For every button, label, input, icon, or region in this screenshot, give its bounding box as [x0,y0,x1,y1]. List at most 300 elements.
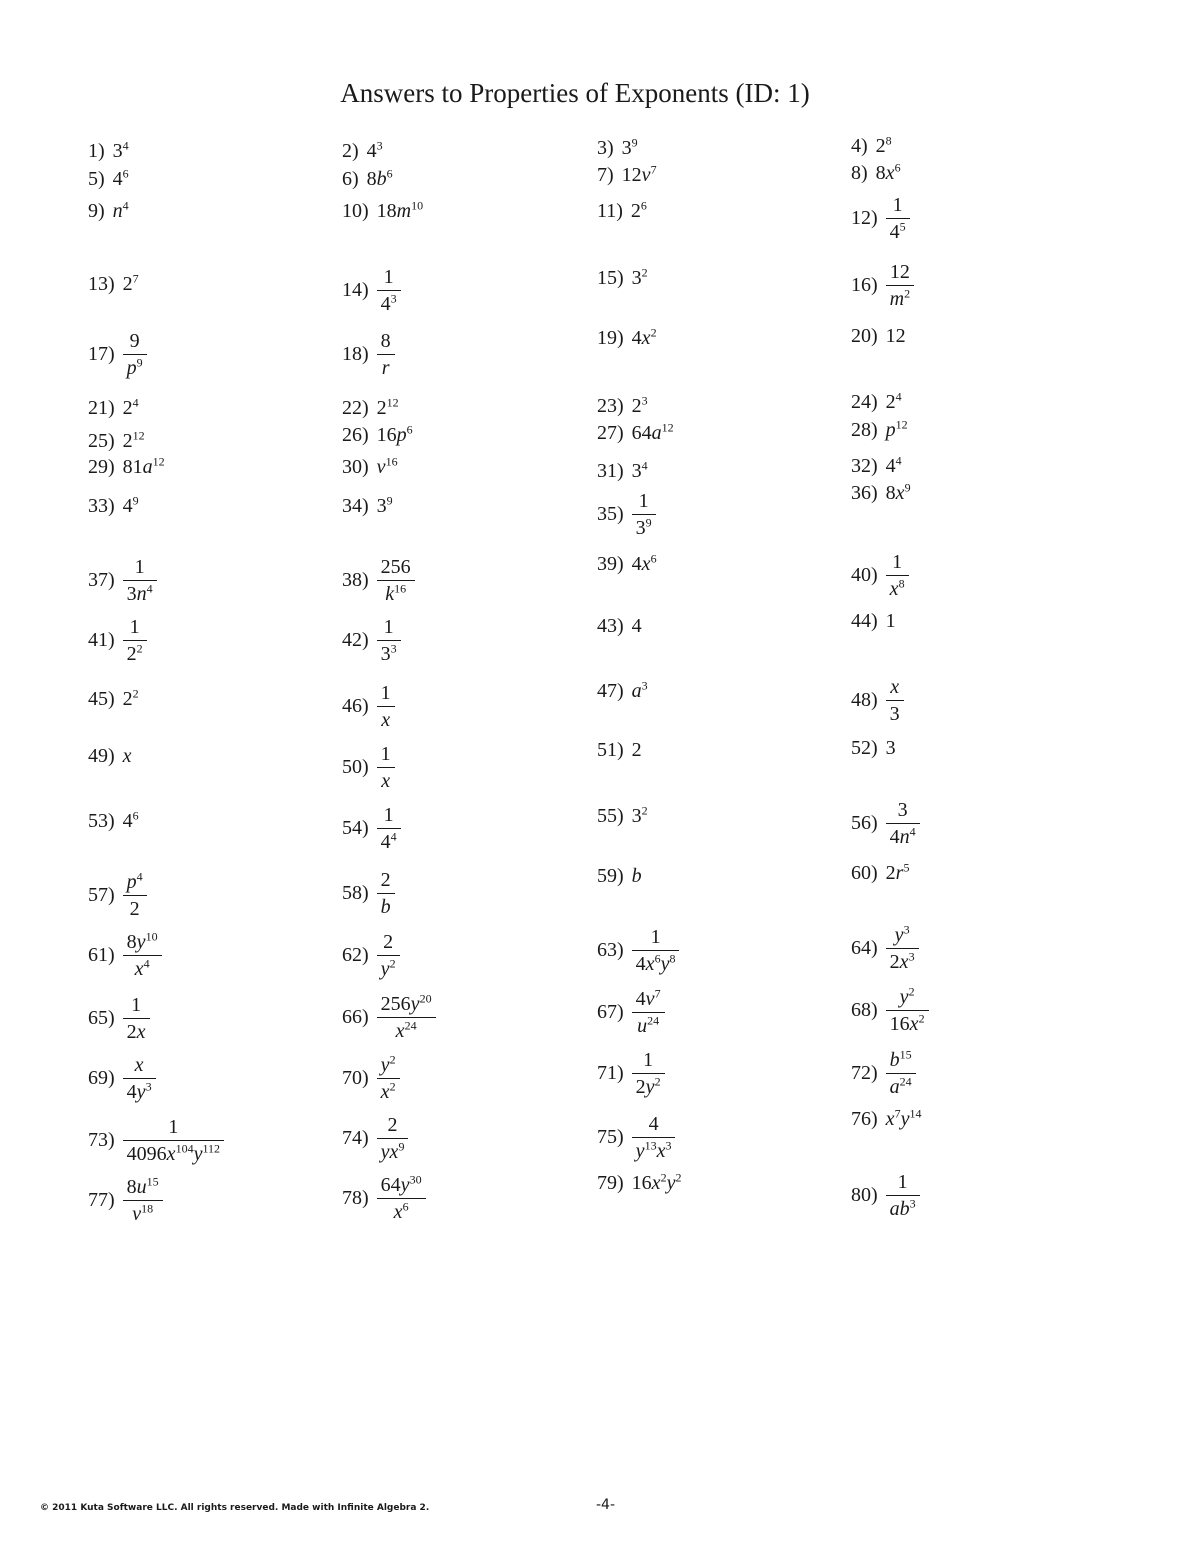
answer-number: 57) [88,884,115,906]
answer-fraction [886,1171,920,1220]
answer-40 [851,551,909,600]
answer-number: 50) [342,756,369,778]
answer-63 [597,926,679,975]
fraction-numerator: $y^3$ [886,924,919,949]
answer-fraction [632,490,656,539]
answer-36 [851,482,911,503]
answer-number: 59) [597,864,624,887]
answer-number: 70) [342,1067,369,1089]
answer-75 [597,1113,675,1162]
answer-72 [851,1046,916,1098]
answer-expression: $a^3$ [631,678,648,702]
fraction-numerator: 1 [377,804,401,829]
answer-68 [851,983,929,1035]
answer-fraction [886,551,909,600]
fraction-numerator: $256y^{20}$ [377,993,436,1018]
answer-fraction [886,983,929,1035]
fraction-denominator: $2^2$ [126,640,143,665]
copyright-footer: © 2011 Kuta Software LLC. All rights reserved. Made with Infinite Algebra 2. [40,1503,430,1513]
fraction-denominator: $3^3$ [380,640,397,665]
answer-78 [342,1171,426,1223]
answer-number: 65) [88,1007,115,1029]
fraction-denominator: $ab^3$ [889,1195,916,1220]
answer-13 [88,273,139,294]
answer-number: 69) [88,1067,115,1089]
fraction-denominator: $yx^9$ [380,1138,405,1163]
fraction-denominator: $m^2$ [889,285,911,310]
answer-number: 18) [342,343,369,365]
answer-41 [88,616,147,665]
answer-21 [88,397,139,418]
answer-expression: $2^2$ [122,686,139,710]
answer-fraction [632,1113,676,1162]
fraction-denominator: 3 [889,702,900,725]
answer-number: 8) [851,161,868,184]
fraction-numerator: $8u^{15}$ [123,1176,163,1201]
fraction-denominator: x [381,769,391,792]
answer-12 [851,194,910,243]
answer-fraction [123,556,157,605]
fraction-denominator: $4x^6y^8$ [635,950,676,975]
answer-27 [597,422,674,443]
answer-number: 76) [851,1107,878,1130]
answer-7 [597,164,657,185]
answer-fraction [377,682,395,731]
answer-fraction [886,194,910,243]
answer-expression: $4^6$ [122,808,139,832]
answer-17 [88,330,147,379]
answer-number: 60) [851,861,878,884]
answer-55 [597,805,648,826]
fraction-numerator: 1 [886,551,909,576]
answer-fraction [886,799,920,848]
answer-34 [342,495,393,516]
answer-number: 53) [88,809,115,832]
fraction-denominator: $p^9$ [126,354,143,379]
answer-number: 55) [597,804,624,827]
answer-10 [342,200,423,221]
fraction-denominator: $v^{18}$ [132,1200,154,1225]
answer-48 [851,676,904,725]
fraction-denominator: $u^{24}$ [637,1012,660,1037]
answer-62 [342,931,400,980]
fraction-numerator: 4 [632,1113,676,1138]
answer-expression: $v^{16}$ [376,454,398,478]
answer-number: 9) [88,199,105,222]
answer-32 [851,455,902,476]
answer-fraction [377,869,395,918]
answer-fraction [377,1114,409,1163]
answer-expression: 12 [885,324,906,347]
fraction-denominator: $4^4$ [380,828,397,853]
answer-29 [88,456,165,477]
answer-6 [342,168,393,189]
answer-70 [342,1051,400,1103]
fraction-denominator: $2y^2$ [635,1073,661,1098]
answer-51 [597,739,642,760]
fraction-numerator: $64y^{30}$ [377,1174,426,1199]
fraction-numerator: 1 [632,926,680,951]
fraction-numerator: $8y^{10}$ [123,931,162,956]
answer-8 [851,162,901,183]
answer-number: 52) [851,736,878,759]
fraction-numerator: 8 [377,330,395,355]
answer-number: 23) [597,394,624,417]
answer-expression: $4^4$ [885,453,902,477]
answer-fraction [632,1049,665,1098]
answer-number: 44) [851,609,878,632]
answer-fraction [632,926,680,975]
answer-fraction [377,804,401,853]
answer-fraction [377,1051,400,1103]
answer-expression: $4x^2$ [631,325,657,349]
answer-number: 20) [851,324,878,347]
answer-number: 71) [597,1062,624,1084]
answer-number: 49) [88,744,115,767]
answer-number: 63) [597,939,624,961]
answer-fraction [377,1171,426,1223]
answer-number: 77) [88,1189,115,1211]
answer-49 [88,745,132,766]
answer-number: 72) [851,1062,878,1084]
answer-fraction [886,1046,916,1098]
fraction-numerator: $4v^7$ [632,988,665,1013]
fraction-numerator: 2 [377,1114,409,1139]
answer-number: 48) [851,689,878,711]
answer-39 [597,553,657,574]
answer-number: 36) [851,481,878,504]
answer-26 [342,424,413,445]
answer-77 [88,1173,163,1225]
answer-number: 27) [597,421,624,444]
answer-2 [342,140,383,161]
answer-number: 56) [851,812,878,834]
fraction-denominator: x [381,708,391,731]
answer-expression: $2^4$ [122,395,139,419]
fraction-denominator: $4y^3$ [126,1078,152,1103]
answer-expression: $2^8$ [875,133,892,157]
fraction-numerator: $y^2$ [886,986,929,1011]
fraction-numerator: $y^2$ [377,1054,400,1079]
fraction-numerator: 9 [123,330,147,355]
answer-14 [342,266,401,315]
answer-number: 61) [88,944,115,966]
fraction-denominator: $3n^4$ [126,580,153,605]
answer-number: 21) [88,396,115,419]
page-title: Answers to Properties of Exponents (ID: 1) [340,78,810,108]
answer-fraction [377,266,401,315]
answer-expression: 2 [631,738,642,761]
answer-number: 1) [88,139,105,162]
answer-number: 68) [851,999,878,1021]
answer-79 [597,1172,681,1193]
answer-number: 29) [88,455,115,478]
answer-38 [342,556,415,605]
answer-57 [88,868,147,920]
answer-number: 11) [597,199,623,222]
answer-fraction [123,616,147,665]
answer-number: 12) [851,207,878,229]
answer-number: 35) [597,503,624,525]
answer-28 [851,419,908,440]
answer-number: 80) [851,1184,878,1206]
fraction-denominator: $4096x^{104}y^{112}$ [126,1140,221,1165]
answer-45 [88,688,139,709]
answer-69 [88,1054,156,1103]
answer-number: 10) [342,199,369,222]
answer-number: 19) [597,326,624,349]
fraction-denominator: $16x^2$ [889,1010,925,1035]
fraction-numerator: 1 [377,266,401,291]
answer-number: 43) [597,614,624,637]
answer-expression: $2r^5$ [885,860,910,884]
answer-expression: $2^{12}$ [376,395,399,419]
fraction-numerator: 1 [123,994,150,1019]
answer-number: 30) [342,455,369,478]
answer-fraction [377,556,415,605]
fraction-denominator: $x^6$ [393,1198,409,1223]
answer-18 [342,330,395,379]
answer-number: 66) [342,1006,369,1028]
answer-fraction [377,743,395,792]
fraction-denominator: 2x [126,1020,146,1043]
fraction-numerator: 3 [886,799,920,824]
fraction-numerator: 1 [632,490,656,515]
answer-fraction [886,921,919,973]
fraction-denominator: 2 [129,897,140,920]
answer-56 [851,799,920,848]
answer-19 [597,327,657,348]
answer-expression: $2^{12}$ [122,428,145,452]
answer-fraction [123,994,150,1043]
answer-expression: $3^2$ [631,803,648,827]
answer-expression: x [122,744,132,767]
answer-number: 3) [597,136,614,159]
answer-fraction [123,928,162,980]
answer-expression: 3 [885,736,896,759]
answer-80 [851,1171,920,1220]
answer-number: 54) [342,817,369,839]
answer-11 [597,200,647,221]
answer-22 [342,397,399,418]
answer-30 [342,456,398,477]
fraction-numerator: $p^4$ [123,871,147,896]
answer-number: 73) [88,1129,115,1151]
answer-25 [88,430,145,451]
answer-expression: $n^4$ [112,198,129,222]
fraction-numerator: 1 [377,682,395,707]
answer-number: 38) [342,569,369,591]
fraction-denominator: $y^{13}x^3$ [635,1137,672,1162]
answer-3 [597,137,638,158]
answer-expression: $3^4$ [631,458,648,482]
fraction-denominator: $a^{24}$ [889,1073,912,1098]
answer-number: 37) [88,569,115,591]
answer-59 [597,865,642,886]
answer-35 [597,490,656,539]
answer-expression: $3^2$ [631,265,648,289]
answer-expression: 1 [885,609,896,632]
answer-9 [88,200,129,221]
answer-number: 4) [851,134,868,157]
answer-expression: $8b^6$ [366,166,393,190]
answer-fraction [886,676,904,725]
answer-number: 5) [88,167,105,190]
answer-number: 17) [88,343,115,365]
fraction-numerator: 1 [123,616,147,641]
answer-number: 74) [342,1127,369,1149]
answer-number: 79) [597,1171,624,1194]
answer-expression: 4 [631,614,642,637]
answer-4 [851,135,892,156]
fraction-denominator: b [380,895,391,918]
page-number: -4- [596,1497,616,1513]
fraction-numerator: $b^{15}$ [886,1049,916,1074]
answer-expression: $8x^6$ [875,160,901,184]
answer-expression: $4^6$ [112,166,129,190]
fraction-numerator: 1 [632,1049,665,1074]
answer-15 [597,267,648,288]
answer-expression: $18m^{10}$ [376,198,424,222]
answer-number: 51) [597,738,624,761]
answer-66 [342,990,436,1042]
answer-fraction [886,261,914,310]
answer-number: 46) [342,695,369,717]
answer-number: 33) [88,494,115,517]
answer-number: 42) [342,629,369,651]
answer-expression: $p^{12}$ [885,417,908,441]
fraction-denominator: $2x^3$ [889,948,915,973]
answer-44 [851,610,896,631]
answer-number: 34) [342,494,369,517]
answer-expression: $x^7y^{14}$ [885,1106,922,1130]
fraction-denominator: $4^3$ [380,290,397,315]
fraction-denominator: r [381,356,390,379]
answer-number: 31) [597,459,624,482]
answer-expression: b [631,864,642,887]
answer-number: 62) [342,944,369,966]
fraction-denominator: $3^9$ [635,514,652,539]
fraction-numerator: 1 [886,194,910,219]
answer-number: 28) [851,418,878,441]
fraction-numerator: 12 [886,261,914,286]
answer-fraction [123,1054,156,1103]
answer-43 [597,615,642,636]
answer-71 [597,1049,665,1098]
fraction-numerator: 2 [377,931,400,956]
answer-expression: $2^3$ [631,393,648,417]
answer-number: 22) [342,396,369,419]
answer-number: 24) [851,390,878,413]
fraction-denominator: $y^2$ [380,955,396,980]
answer-expression: $16p^6$ [376,422,413,446]
answer-58 [342,869,395,918]
answer-expression: $4^9$ [122,493,139,517]
answer-number: 40) [851,564,878,586]
answer-expression: $8x^9$ [885,480,911,504]
answer-53 [88,810,139,831]
answer-expression: $4^3$ [366,138,383,162]
fraction-denominator: $4^5$ [889,218,906,243]
answer-number: 78) [342,1187,369,1209]
fraction-numerator: 1 [377,743,395,768]
answer-fraction [377,330,395,379]
answer-fraction [632,985,665,1037]
answer-60 [851,862,909,883]
answer-67 [597,985,665,1037]
answer-46 [342,682,395,731]
answer-76 [851,1108,921,1129]
answer-number: 58) [342,882,369,904]
fraction-numerator: x [886,676,904,701]
fraction-denominator: $k^{16}$ [385,580,407,605]
answer-73 [88,1116,224,1165]
answer-expression: $3^9$ [376,493,393,517]
answer-23 [597,395,648,416]
answer-number: 47) [597,679,624,702]
answer-fraction [123,868,147,920]
fraction-numerator: 1 [123,1116,224,1141]
answer-number: 45) [88,687,115,710]
answer-number: 64) [851,937,878,959]
fraction-numerator: 2 [377,869,395,894]
fraction-denominator: $4n^4$ [889,823,916,848]
answer-5 [88,168,129,189]
answer-50 [342,743,395,792]
answer-47 [597,680,648,701]
fraction-denominator: $x^{24}$ [395,1017,417,1042]
answer-20 [851,325,906,346]
answer-number: 16) [851,274,878,296]
answer-number: 14) [342,279,369,301]
answer-64 [851,921,919,973]
answer-54 [342,804,401,853]
answer-74 [342,1114,408,1163]
answer-expression: $12v^7$ [621,162,657,186]
answer-number: 15) [597,266,624,289]
answer-fraction [377,616,401,665]
answer-number: 13) [88,272,115,295]
fraction-denominator: $x^2$ [380,1078,396,1103]
answer-fraction [123,1116,224,1165]
answer-37 [88,556,157,605]
answer-24 [851,391,902,412]
answer-16 [851,261,914,310]
answer-number: 75) [597,1126,624,1148]
answer-33 [88,495,139,516]
answer-52 [851,737,896,758]
answer-number: 41) [88,629,115,651]
answer-expression: $64a^{12}$ [631,420,674,444]
answer-expression: $2^4$ [885,389,902,413]
answer-number: 39) [597,552,624,575]
answer-61 [88,928,162,980]
answer-expression: $4x^6$ [631,551,657,575]
answer-number: 6) [342,167,359,190]
answer-number: 25) [88,429,115,452]
answer-65 [88,994,150,1043]
answer-fraction [377,990,436,1042]
answer-number: 67) [597,1001,624,1023]
answer-1 [88,140,129,161]
answer-42 [342,616,401,665]
fraction-numerator: 1 [377,616,401,641]
answer-fraction [377,931,400,980]
answer-expression: $3^9$ [621,135,638,159]
fraction-denominator: $x^4$ [134,955,150,980]
fraction-numerator: 1 [886,1171,920,1196]
answer-number: 32) [851,454,878,477]
